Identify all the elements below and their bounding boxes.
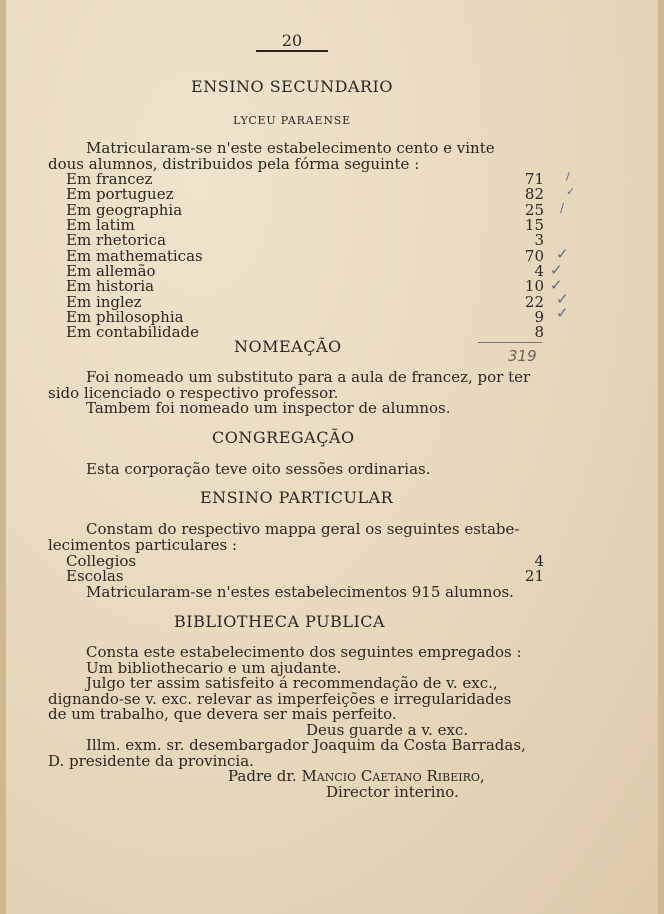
section-title-nomeacao: NOMEAÇÃO: [234, 337, 342, 356]
check-mark-icon: /: [560, 201, 565, 215]
paragraph-line: Consta este estabelecimento dos seguintes empregados :: [86, 643, 522, 661]
subject-count: 15: [524, 216, 544, 234]
paragraph-line: lecimentos particulares :: [48, 536, 238, 554]
subject-count: 4: [534, 262, 544, 280]
subject-count: 9: [534, 308, 544, 326]
addressee-line: D. presidente da provincia.: [48, 752, 254, 770]
paragraph-line: Um bibliothecario e um ajudante.: [86, 659, 342, 677]
check-mark-icon: ✓: [556, 245, 569, 263]
paragraph-line: dignando-se v. exc. relevar as imperfeições e irregularidades: [48, 690, 512, 708]
page-edge-right: [658, 0, 664, 914]
subject-count: 8: [534, 323, 544, 341]
section-title-bibliotheca: BIBLIOTHECA PUBLICA: [174, 612, 386, 631]
subject-name: Em rhetorica: [66, 231, 167, 249]
subject-count: 22: [524, 293, 544, 311]
section-subtitle-lyceu: LYCEU PARAENSE: [233, 114, 351, 127]
subject-count: 71: [524, 170, 544, 188]
pencil-underline: [478, 342, 542, 343]
section-title-congregacao: CONGREGAÇÃO: [212, 428, 355, 447]
subject-name: Em inglez: [66, 293, 142, 311]
subject-name: Em contabilidade: [66, 323, 200, 341]
signature-line: [228, 768, 485, 784]
signature-name: Mancio Caetano Ribeiro,: [301, 767, 485, 785]
check-mark-icon: /: [566, 170, 570, 183]
subject-count: 10: [524, 277, 544, 295]
paragraph-line: Tambem foi nomeado um inspector de alumnos.: [86, 399, 451, 417]
check-mark-icon: ✓: [556, 304, 569, 322]
institution-count: 21: [524, 567, 544, 585]
check-mark-icon: ✓: [550, 261, 563, 279]
paragraph-line: dous alumnos, distribuidos pela fórma seguinte :: [48, 155, 420, 173]
subject-name: Em allemão: [66, 262, 156, 280]
paragraph-line: Julgo ter assim satisfeito á recommendação de v. exc.,: [86, 674, 498, 692]
page-edge-left: [0, 0, 6, 914]
page-number: 20: [281, 31, 303, 50]
paragraph-line: Esta corporação teve oito sessões ordinarias.: [86, 460, 431, 478]
subject-name: Em francez: [66, 170, 153, 188]
check-mark-icon: ✓: [556, 290, 569, 308]
closing-line: Deus guarde a v. exc.: [306, 721, 469, 739]
subject-name: Em philosophia: [66, 308, 184, 326]
subject-count: 25: [524, 201, 544, 219]
subject-name: Em historia: [66, 277, 155, 295]
paragraph-line: Matricularam-se n'este estabelecimento cento e vinte: [86, 139, 495, 157]
institution-name: Collegios: [66, 552, 137, 570]
signature-prefix: Padre dr.: [228, 767, 297, 785]
paragraph-line: sido licenciado o respectivo professor.: [48, 384, 339, 402]
page-number-rule: [256, 50, 328, 52]
check-mark-icon: ✓: [550, 276, 563, 294]
paragraph-line: Foi nomeado um substituto para a aula de francez, por ter: [86, 368, 531, 386]
addressee-line: Illm. exm. sr. desembargador Joaquim da Costa Barradas,: [86, 736, 526, 754]
paragraph-line: Constam do respectivo mappa geral os seguintes estabe-: [86, 520, 520, 538]
subject-name: Em portuguez: [66, 185, 174, 203]
paragraph-line: Matricularam-se n'estes estabelecimentos 915 alumnos.: [86, 583, 514, 601]
institution-name: Escolas: [66, 567, 124, 585]
subject-name: Em latim: [66, 216, 135, 234]
section-title-ensino-secundario: ENSINO SECUNDARIO: [191, 77, 393, 96]
subject-name: Em geographia: [66, 201, 183, 219]
check-mark-icon: ✓: [566, 185, 576, 198]
subject-count: 82: [524, 185, 544, 203]
subject-name: Em mathematicas: [66, 247, 203, 265]
pencil-total: 319: [508, 347, 537, 365]
subject-count: 70: [524, 247, 544, 265]
signature-title: Director interino.: [326, 783, 459, 801]
institution-count: 4: [534, 552, 544, 570]
subject-count: 3: [534, 231, 544, 249]
section-title-ensino-particular: ENSINO PARTICULAR: [200, 488, 394, 507]
paragraph-line: de um trabalho, que devera ser mais perfeito.: [48, 705, 397, 723]
